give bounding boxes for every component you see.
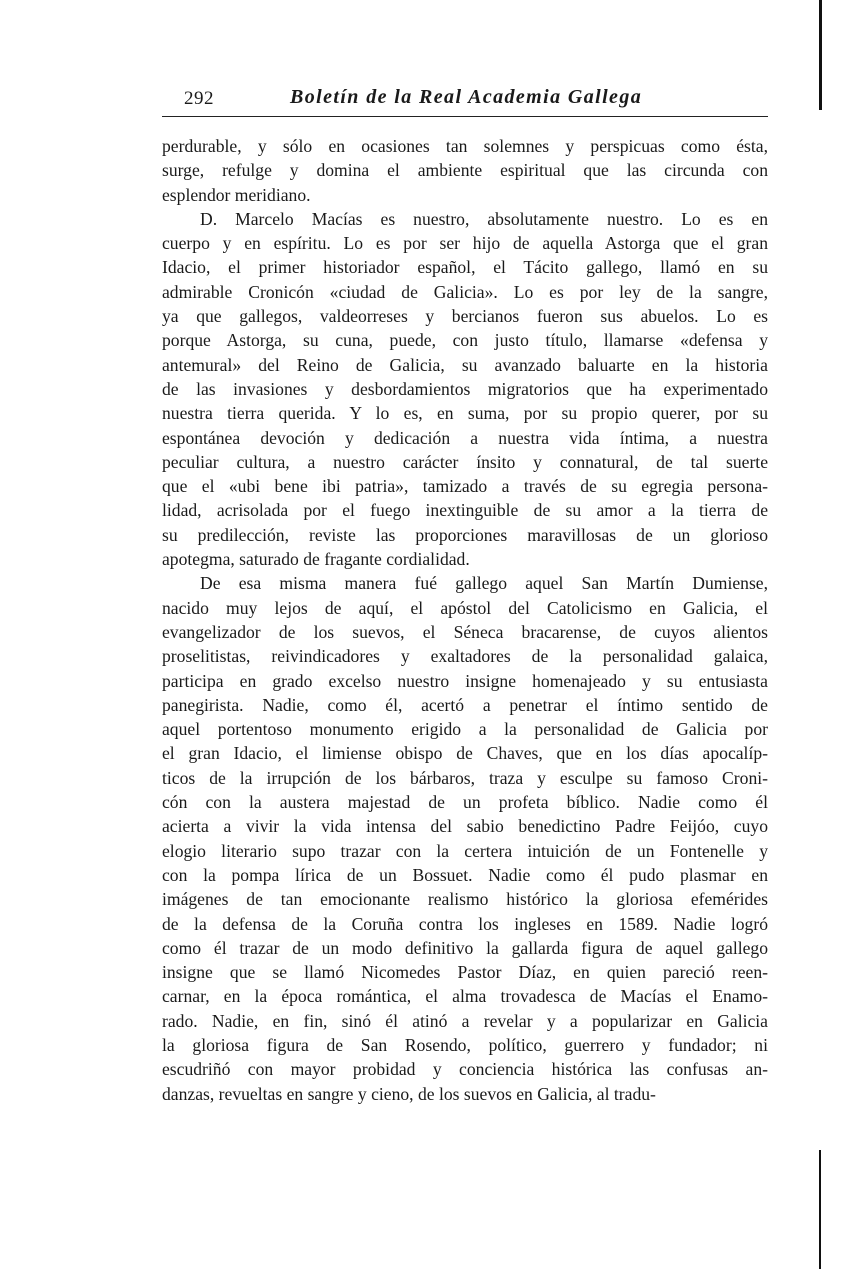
text-line: surge, refulge y domina el ambiente espiritual que las circunda con [162,160,768,181]
text-line: con la pompa lírica de un Bossuet. Nadie como él pudo plasmar en [162,864,768,885]
text-line: participa en grado excelso nuestro insigne homenajeado y su entusiasta [162,670,768,691]
paragraph [162,134,768,207]
text-line: imágenes de tan emocionante realismo histórico la gloriosa efemérides [162,889,768,910]
text-line: De esa misma manera fué gallego aquel San Martín Dumiense, [200,573,768,594]
text-line: insigne que se llamó Nicomedes Pastor Díaz, en quien pareció reen- [162,962,768,983]
text-line: el gran Idacio, el limiense obispo de Chaves, que en los días apocalíp- [162,743,768,764]
text-line: espontánea devoción y dedicación a nuestra vida íntima, a nuestra [162,427,768,448]
text-line: de las invasiones y desbordamientos migratorios que ha experimentado [162,378,768,399]
text-line: perdurable, y sólo en ocasiones tan solemnes y perspicuas como ésta, [162,136,768,156]
paragraph [162,207,768,571]
text-line: antemural» del Reino de Galicia, su avanzado baluarte en la historia [162,354,768,375]
text-line: cón con la austera majestad de un profeta bíblico. Nadie como él [162,792,768,813]
running-head [162,84,768,116]
text-line: proselitistas, reivindicadores y exaltadores de la personalidad galaica, [162,646,768,667]
text-line: lidad, acrisolada por el fuego inextinguible de su amor a la tierra de [162,500,768,521]
text-line: acierta a vivir la vida intensa del sabio benedictino Padre Feijóo, cuyo [162,816,768,837]
text-line: elogio literario supo trazar con la certera intuición de un Fontenelle y [162,840,768,861]
header-rule [162,116,768,117]
text-line: porque Astorga, su cuna, puede, con justo título, llamarse «defensa y [162,330,768,351]
text-line: ya que gallegos, valdeorreses y bercianos fueron sus abuelos. Lo es [162,306,768,327]
journal-title: Boletín de la Real Academia Gallega [290,86,643,108]
text-line: apotegma, saturado de fragante cordialidad. [162,549,470,570]
paragraph [162,571,768,1106]
text-line: peculiar cultura, a nuestro carácter ínsito y connatural, de tal suerte [162,451,768,472]
text-line: rado. Nadie, en fin, sinó él atinó a revelar y a popularizar en Galicia [162,1010,768,1031]
text-line: Idacio, el primer historiador español, el Tácito gallego, llamó en su [162,257,768,278]
text-line: aquel portentoso monumento erigido a la personalidad de Galicia por [162,719,768,740]
text-line: D. Marcelo Macías es nuestro, absolutamente nuestro. Lo es en [200,208,768,229]
text-line: evangelizador de los suevos, el Séneca bracarense, de cuyos alientos [162,621,768,642]
text-line: de la defensa de la Coruña contra los ingleses en 1589. Nadie logró [162,913,768,934]
page-number: 292 [184,88,214,109]
text-line: nacido muy lejos de aquí, el apóstol del Catolicismo en Galicia, el [162,597,768,618]
text-line: escudriñó con mayor probidad y conciencia histórica las confusas an- [162,1059,768,1080]
text-line: admirable Cronicón «ciudad de Galicia». Lo es por ley de la sangre, [162,281,768,302]
text-line: cuerpo y en espíritu. Lo es por ser hijo de aquella Astorga que el gran [162,233,768,254]
text-line: su predilección, reviste las proporciones maravillosas de un glorioso [162,524,768,545]
scan-edge-mark-top [819,0,822,110]
body-text [162,134,768,1106]
text-line: que el «ubi bene ibi patria», tamizado a través de su egregia persona- [162,476,768,497]
text-line: la gloriosa figura de San Rosendo, político, guerrero y fundador; ni [162,1034,768,1055]
text-line: esplendor meridiano. [162,184,311,205]
text-line: panegirista. Nadie, como él, acertó a penetrar el íntimo sentido de [162,694,768,715]
text-line: nuestra tierra querida. Y lo es, en suma, por su propio querer, por su [162,403,768,424]
text-line: carnar, en la época romántica, el alma trovadesca de Macías el Enamo- [162,986,768,1007]
scan-edge-mark-bottom [819,1150,821,1269]
text-line: ticos de la irrupción de los bárbaros, traza y esculpe su famoso Croni- [162,767,768,788]
text-line: como él trazar de un modo definitivo la gallarda figura de aquel gallego [162,937,768,958]
text-line: danzas, revueltas en sangre y cieno, de los suevos en Galicia, al tradu- [162,1083,656,1104]
